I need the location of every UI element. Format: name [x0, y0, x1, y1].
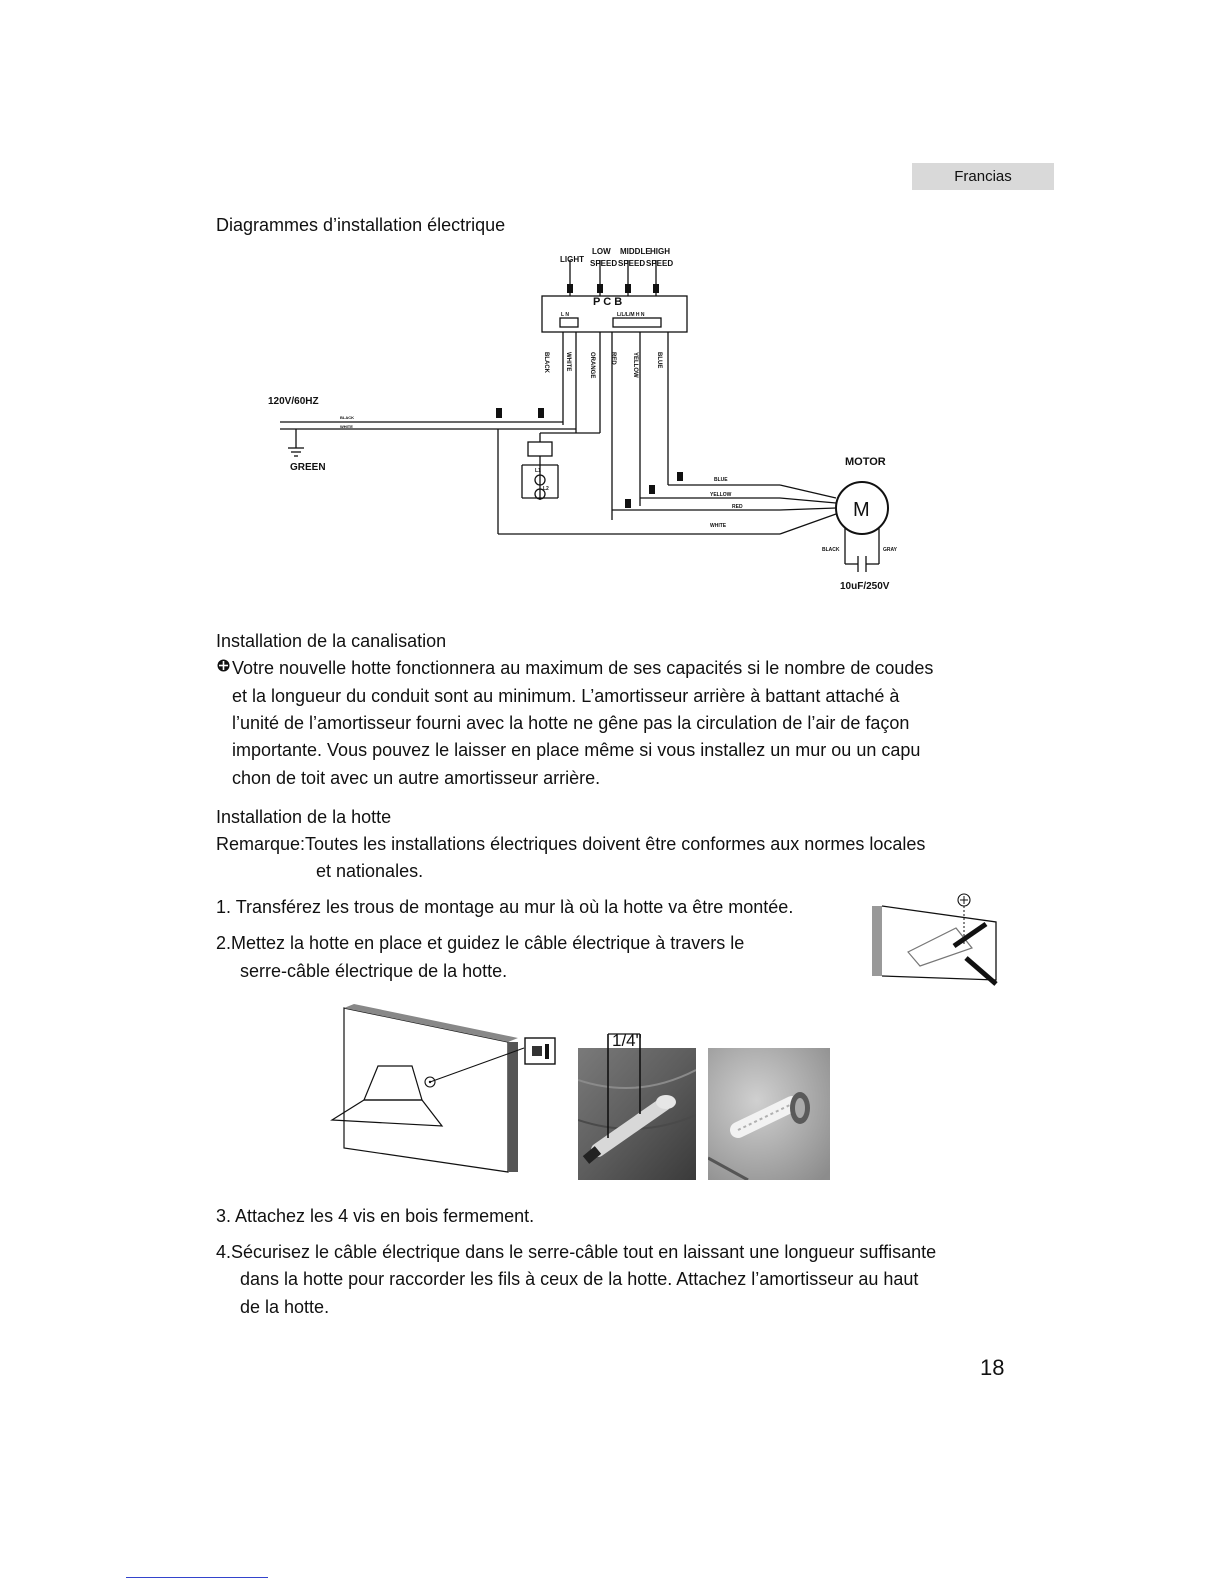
label-speed-middle: SPEED [618, 259, 646, 268]
duct-line-5: chon de toit avec un autre amortisseur arrière. [232, 768, 601, 788]
hood-note-line-2: et nationales. [316, 861, 424, 881]
screw-depth-label: 1/4" [612, 1031, 642, 1050]
motor-wire-yellow: YELLOW [710, 492, 732, 498]
hood-title: Installation de la hotte [216, 807, 392, 827]
label-supply-white: WHITE [340, 424, 353, 429]
step-2-line-1: 2.Mettez la hotte en place et guidez le câble électrique à travers le [216, 933, 745, 953]
step-2-line-2: serre-câble électrique de la hotte. [240, 961, 508, 981]
language-tag: Francias [912, 163, 1054, 190]
cap-label-black: BLACK [822, 547, 840, 553]
wall-mount-illustration [868, 892, 1008, 996]
label-supply-black: BLACK [340, 415, 354, 420]
step-3: 3. Attachez les 4 vis en bois fermement. [216, 1206, 535, 1226]
wire-black: BLACK [543, 352, 549, 373]
label-speed-high: SPEED [646, 259, 674, 268]
screw-wood-photo [578, 1020, 696, 1180]
step-4-line-2: dans la hotte pour raccorder les fils à ceux de la hotte. Attachez l’amortisseur au haut [240, 1269, 919, 1289]
page-number: 18 [980, 1355, 1005, 1380]
label-supply: 120V/60HZ [268, 396, 319, 407]
label-lamp-1: L1 [535, 468, 541, 474]
wire-white: WHITE [565, 352, 571, 372]
step-4-line-3: de la hotte. [240, 1297, 330, 1317]
label-pcb: P C B [593, 296, 623, 308]
label-ground: GREEN [290, 462, 326, 473]
wire-red: RED [610, 352, 616, 365]
duct-title: Installation de la canalisation [216, 631, 447, 651]
label-middle: MIDDLE [620, 247, 651, 256]
label-pcb-right: L/L/L/M H N [617, 312, 645, 318]
label-speed-low: SPEED [590, 259, 618, 268]
motor-wire-white: WHITE [710, 523, 727, 529]
screw-closeup-photo [708, 1048, 830, 1180]
wire-yellow: YELLOW [632, 352, 638, 378]
step-4-line-1: 4.Sécurisez le câble électrique dans le serre-câble tout en laissant une longueur suffisante [216, 1242, 937, 1262]
label-lamp-2: L2 [543, 486, 549, 492]
hood-on-wall-illustration [330, 1002, 560, 1178]
wire-blue: BLUE [656, 352, 662, 369]
footer-rule [126, 1577, 268, 1578]
label-motor: MOTOR [845, 456, 886, 468]
label-high: HIGH [650, 247, 670, 256]
hood-note-line-1: Remarque:Toutes les installations électriques doivent être conformes aux normes locales [216, 834, 926, 854]
label-pcb-ln: L N [561, 312, 569, 318]
duct-line-2: et la longueur du conduit sont au minimum. L’amortisseur arrière à battant attaché à [232, 686, 900, 706]
motor-wire-red: RED [732, 504, 743, 510]
wiring-diagram-title: Diagrammes d’installation électrique [216, 215, 506, 235]
motor-letter: M [853, 499, 870, 521]
label-light: LIGHT [560, 255, 584, 264]
bullet-icon [216, 658, 231, 673]
duct-line-3: l’unité de l’amortisseur fourni avec la hotte ne gêne pas la circulation de l’air de façon [232, 713, 910, 733]
label-capacitor: 10uF/250V [840, 581, 890, 592]
wiring-diagram [260, 240, 920, 610]
label-low: LOW [592, 247, 611, 256]
step-1: 1. Transférez les trous de montage au mur là où la hotte va être montée. [216, 897, 794, 917]
motor-wire-blue: BLUE [714, 477, 728, 483]
wire-orange: ORANGE [589, 352, 595, 379]
duct-line-4: importante. Vous pouvez le laisser en place même si vous installez un mur ou un capu [232, 740, 921, 760]
cap-label-gray: GRAY [883, 547, 897, 553]
duct-line-1: Votre nouvelle hotte fonctionnera au maximum de ses capacités si le nombre de coudes [232, 658, 934, 678]
